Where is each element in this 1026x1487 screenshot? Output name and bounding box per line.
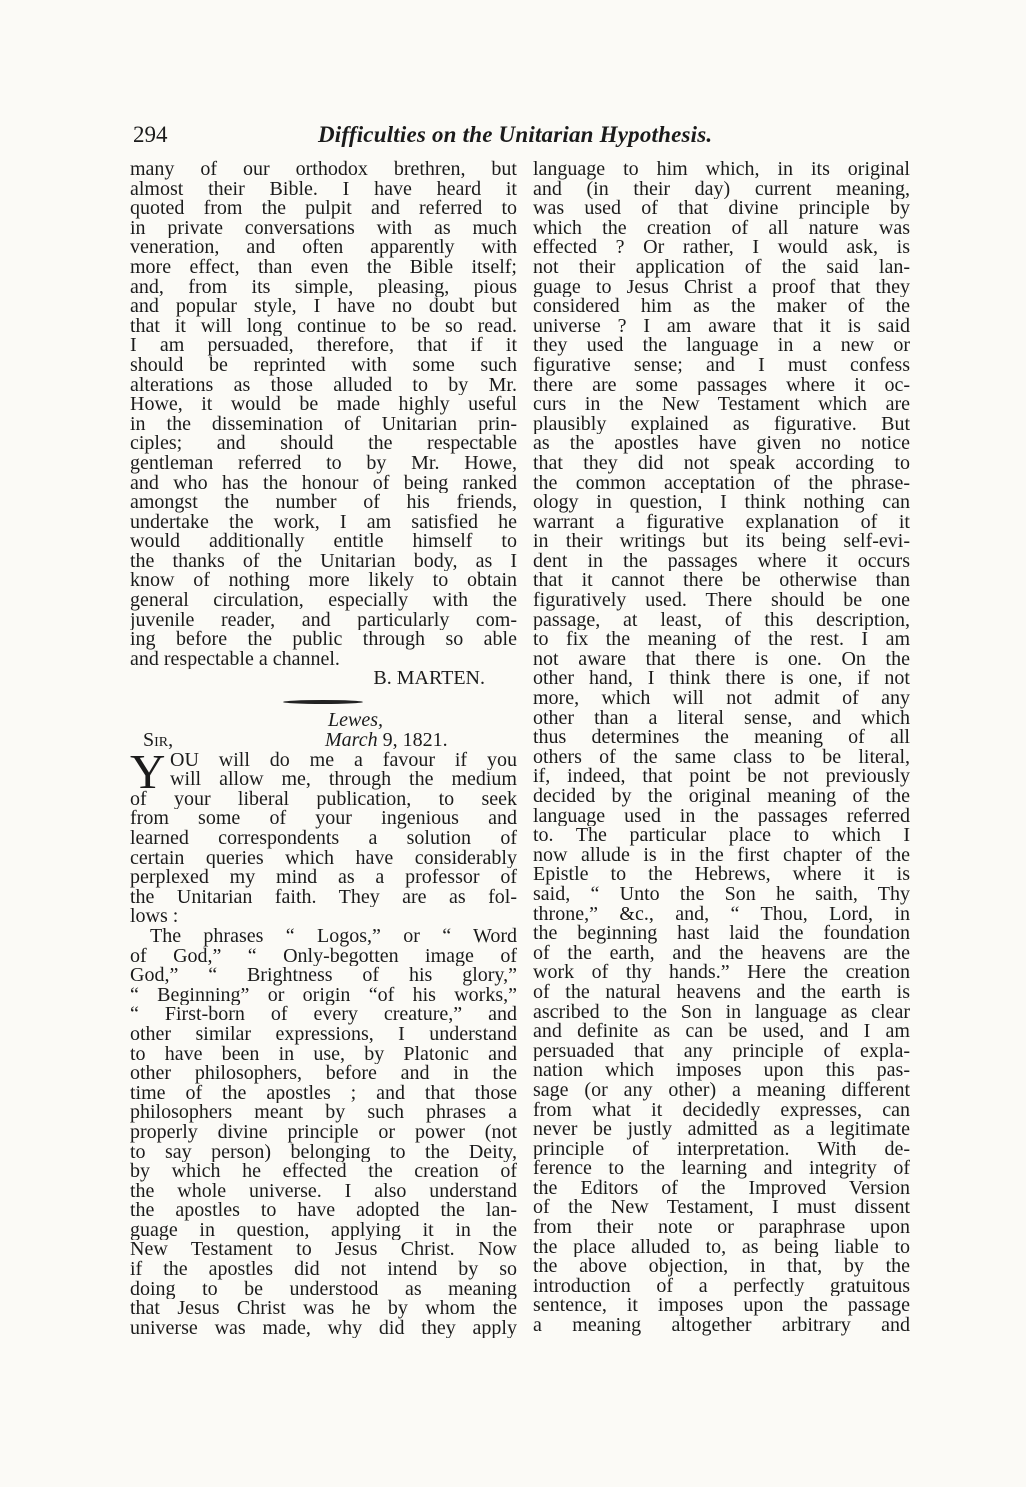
text-line: of the natural heavens and the earth is: [533, 982, 910, 1003]
text-line: many of our orthodox brethren, but: [130, 160, 517, 180]
text-line: would additionally entitle himself to: [130, 532, 517, 552]
text-line: that it cannot there be otherwise than: [533, 571, 910, 592]
text-line: in the dissemination of Unitarian prin-: [130, 414, 517, 435]
running-title: Difficulties on the Unitarian Hypothesis.: [318, 122, 713, 147]
text-line: was used of that divine principle by: [533, 199, 910, 219]
signature: B. MARTEN.: [373, 667, 485, 690]
text-line: by which he effected the creation of: [130, 1162, 517, 1182]
text-line: undertake the work, I am satisfied he: [130, 512, 517, 533]
text-line: nation which imposes upon this pas-: [533, 1061, 910, 1081]
text-line: of your liberal publication, to seek: [130, 789, 517, 810]
page-number: 294: [133, 122, 168, 147]
text-line: other similar expressions, I understand: [130, 1024, 517, 1045]
text-line: perplexed my mind as a professor of: [130, 868, 517, 888]
paragraph-continued: [130, 160, 517, 669]
text-line: amongst the number of his friends,: [130, 493, 517, 513]
text-line: that it will long continue to be so read.: [130, 316, 517, 337]
text-line: ciples; and should the respectable: [130, 434, 517, 454]
letter-place: Lewes,: [328, 709, 383, 732]
text-line: never be justly admitted as a legitimate: [533, 1120, 910, 1140]
text-line: the apostles to have adopted the lan-: [130, 1201, 517, 1221]
letter-date: [325, 731, 448, 751]
text-line: persuaded that any principle of expla-: [533, 1041, 910, 1062]
text-line: work of thy hands.” Here the creation: [533, 963, 910, 983]
right-column-text: [533, 160, 910, 1336]
text-line: God,” “ Brightness of his glory,”: [130, 966, 517, 986]
text-line: will allow me, through the medium: [170, 770, 517, 790]
text-line: the beginning hast laid the foundation: [533, 924, 910, 944]
text-line: ing before the public through so able: [130, 630, 517, 650]
text-line: learned correspondents a solution of: [130, 829, 517, 849]
right-column: [533, 160, 910, 1336]
text-line: of the earth, and the heavens are the: [533, 943, 910, 964]
text-line: and, from its simple, pleasing, pious: [130, 277, 517, 298]
text-line: and who has the honour of being ranked: [130, 473, 517, 494]
text-line: the place alluded to, as being liable to: [533, 1237, 910, 1258]
text-line: ference to the learning and integrity of: [533, 1159, 910, 1179]
section-divider: [283, 700, 363, 704]
text-line: the whole universe. I also understand: [130, 1181, 517, 1202]
text-line: veneration, and often apparently with: [130, 238, 517, 258]
text-line: and respectable a channel.: [130, 649, 340, 670]
text-line: juvenile reader, and particularly com-: [130, 610, 517, 631]
text-line: language to him which, in its original: [533, 160, 910, 180]
text-line: thus determines the meaning of all: [533, 728, 910, 748]
text-line: of God,” “ Only-begotten image of: [130, 946, 517, 967]
text-line: lows :: [130, 907, 179, 927]
text-line: OU will do me a favour if you: [170, 750, 517, 771]
text-line: other philosophers, before and in the: [130, 1064, 517, 1084]
text-line: properly divine principle or power (not: [130, 1122, 517, 1143]
text-line: universe ? I am aware that it is said: [533, 316, 910, 337]
text-line: general circulation, especially with the: [130, 591, 517, 611]
text-line: considered him as the maker of the: [533, 297, 910, 317]
text-line: ascribed to the Son in language as clear: [533, 1002, 910, 1023]
drop-cap: Y: [130, 743, 166, 799]
text-line: to have been in use, by Platonic and: [130, 1044, 517, 1065]
text-line: quoted from the pulpit and referred to: [130, 199, 517, 219]
text-line: from what it decidedly expresses, can: [533, 1100, 910, 1121]
text-line: principle of interpretation. With de-: [533, 1139, 910, 1160]
text-line: New Testament to Jesus Christ. Now: [130, 1240, 517, 1261]
text-line: alterations as those alluded to by Mr.: [130, 375, 517, 396]
text-line: dent in the passages where it occurs: [533, 551, 910, 572]
text-line: from their note or paraphrase upon: [533, 1218, 910, 1238]
text-line: others of the same class to be literal,: [533, 747, 910, 768]
text-line: and (in their day) current meaning,: [533, 179, 910, 200]
text-line: almost their Bible. I have heard it: [130, 179, 517, 200]
text-line: other than a literal sense, and which: [533, 708, 910, 729]
text-line: gentleman referred to by Mr. Howe,: [130, 453, 517, 474]
text-line: of the New Testament, I must dissent: [533, 1198, 910, 1219]
text-line: time of the apostles ; and that those: [130, 1083, 517, 1104]
text-line: plausibly explained as figurative. But: [533, 414, 910, 435]
text-line: in their writings but its being self-evi-: [533, 532, 910, 552]
text-line: figurative sense; and I must confess: [533, 355, 910, 376]
date-day-year: 9, 1821.: [377, 729, 448, 752]
salutation-line: [130, 731, 517, 751]
text-line: “ Beginning” or origin “of his works,”: [130, 985, 517, 1006]
text-line: effected ? Or rather, I would ask, is: [533, 238, 910, 258]
drop-cap-lines: [130, 743, 517, 799]
text-line: they used the language in a new or: [533, 336, 910, 356]
text-line: now allude is in the first chapter of the: [533, 845, 910, 866]
text-line: introduction of a perfectly gratuitous: [533, 1276, 910, 1297]
text-line: to. The particular place to which I: [533, 826, 910, 846]
salutation: Sir,: [143, 729, 174, 752]
text-line: more, which will not admit of any: [533, 689, 910, 709]
text-line: figuratively used. There should be one: [533, 591, 910, 611]
text-line: Howe, it would be made highly useful: [130, 395, 517, 415]
text-line: decided by the original meaning of the: [533, 787, 910, 807]
text-line: the thanks of the Unitarian body, as I: [130, 551, 517, 572]
text-line: throne,” &c., and, “ Thou, Lord, in: [533, 904, 910, 925]
text-line: which the creation of all nature was: [533, 218, 910, 239]
text-line: the above objection, in that, by the: [533, 1257, 910, 1277]
date-month: March: [325, 729, 378, 752]
text-line: the common acceptation of the phrase-: [533, 473, 910, 494]
text-line: a meaning altogether arbitrary and: [533, 1316, 910, 1336]
text-line: universe was made, why did they apply: [130, 1318, 517, 1339]
text-line: “ First-born of every creature,” and: [130, 1005, 517, 1025]
text-line: sage (or any other) a meaning different: [533, 1080, 910, 1101]
text-line: curs in the New Testament which are: [533, 395, 910, 415]
text-line: other hand, I think there is one, if not: [533, 669, 910, 690]
text-line: I am persuaded, therefore, that if it: [130, 336, 517, 356]
letter-opening: [130, 743, 517, 927]
text-line: the Unitarian faith. They are as fol-: [130, 887, 517, 908]
left-column: [130, 160, 517, 1338]
text-line: guage to Jesus Christ a proof that they: [533, 277, 910, 298]
text-line: if the apostles did not intend by so: [130, 1260, 517, 1280]
text-line: that Jesus Christ was he by whom the: [130, 1299, 517, 1319]
text-line: more effect, than even the Bible itself;: [130, 257, 517, 278]
text-line: doing to be understood as meaning: [130, 1279, 517, 1300]
text-line: philosophers meant by such phrases a: [130, 1103, 517, 1123]
text-line: certain queries which have considerably: [130, 848, 517, 869]
text-line: warrant a figurative explanation of it: [533, 512, 910, 533]
text-line: not their application of the said lan-: [533, 257, 910, 278]
text-line: if, indeed, that point be not previously: [533, 767, 910, 787]
text-line: the Editors of the Improved Version: [533, 1178, 910, 1199]
text-line: and popular style, I have no doubt but: [130, 297, 517, 317]
text-line: The phrases “ Logos,” or “ Word: [150, 926, 517, 947]
text-line: from some of your ingenious and: [130, 809, 517, 829]
text-line: to say person) belonging to the Deity,: [130, 1142, 517, 1163]
text-line: sentence, it imposes upon the passage: [533, 1296, 910, 1317]
text-line: guage in question, applying it in the: [130, 1220, 517, 1241]
letter-paragraph: [130, 790, 517, 927]
text-line: in private conversations with as much: [130, 218, 517, 239]
text-line: said, “ Unto the Son he saith, Thy: [533, 884, 910, 905]
text-line: passage, at least, of this description,: [533, 610, 910, 631]
paragraph-phrases: [130, 927, 517, 1338]
text-line: as the apostles have given no notice: [533, 434, 910, 454]
text-line: should be reprinted with some such: [130, 355, 517, 376]
text-line: there are some passages where it oc-: [533, 375, 910, 396]
page-header: [0, 120, 1026, 154]
text-line: and definite as can be used, and I am: [533, 1022, 910, 1042]
text-line: know of nothing more likely to obtain: [130, 571, 517, 592]
text-line: that they did not speak according to: [533, 453, 910, 474]
text-line: to fix the meaning of the rest. I am: [533, 630, 910, 650]
text-line: language used in the passages referred: [533, 806, 910, 827]
text-line: ology in question, I think nothing can: [533, 493, 910, 513]
text-line: not aware that there is one. On the: [533, 649, 910, 670]
text-line: Epistle to the Hebrews, where it is: [533, 865, 910, 885]
